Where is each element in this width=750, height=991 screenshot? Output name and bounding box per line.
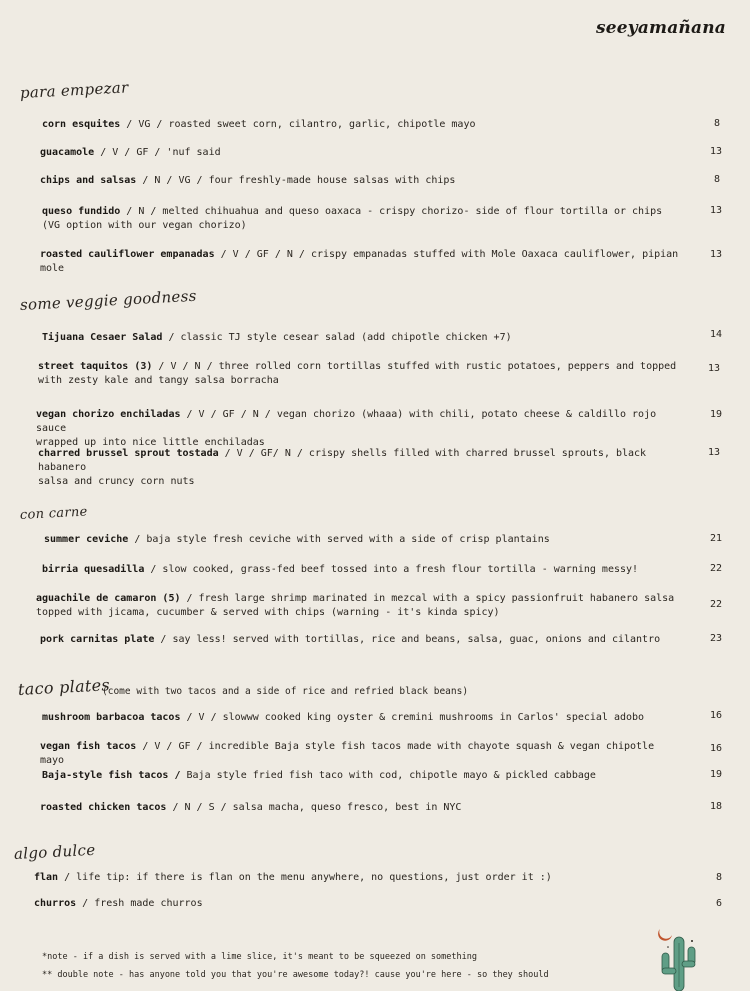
footnote: ** double note - has anyone told you that you're awesome today?! cause you're here - so they should xyxy=(42,970,549,980)
menu-item xyxy=(40,146,680,160)
section-title-para-empezar: para empezar xyxy=(19,78,129,102)
menu-item xyxy=(40,248,700,276)
item-name: vegan chorizo enchiladas xyxy=(36,409,181,420)
menu-item xyxy=(42,769,682,783)
section-title-algo-dulce: algo dulce xyxy=(13,840,96,863)
menu-item xyxy=(40,740,680,768)
item-name: chips and salsas xyxy=(40,175,137,186)
item-desc: / fresh large shrimp marinated in mezcal with a spicy passionfruit habanero salsa topped with jicama, cucumber & served with chips (warning - it's kinda spicy) xyxy=(36,593,675,618)
menu-item xyxy=(42,563,682,577)
item-price: 19 xyxy=(709,409,722,420)
moon-icon xyxy=(658,929,672,941)
footnote: *note - if a dish is served with a lime slice, it's meant to be squeezed on something xyxy=(42,952,477,962)
item-price: 13 xyxy=(709,146,722,157)
item-desc: / classic TJ style cesear salad (add chipotle chicken +7) xyxy=(162,332,512,343)
item-name: charred brussel sprout tostada xyxy=(38,448,219,459)
menu-item xyxy=(38,360,678,388)
menu-item xyxy=(34,871,674,885)
item-price: 16 xyxy=(709,743,722,754)
item-desc: / fresh made churros xyxy=(76,898,203,909)
item-desc: / V / GF / 'nuf said xyxy=(94,147,221,158)
item-desc: / baja style fresh ceviche with served with a side of crisp plantains xyxy=(128,534,550,545)
item-price: 22 xyxy=(709,563,722,574)
item-name: aguachile de camaron (5) xyxy=(36,593,181,604)
item-desc: / N / S / salsa macha, queso fresco, best in NYC xyxy=(166,802,462,813)
item-price: 13 xyxy=(707,363,720,374)
item-price: 18 xyxy=(709,801,722,812)
item-desc: / V / slowww cooked king oyster & cremini mushrooms in Carlos' special adobo xyxy=(180,712,645,723)
item-price: 22 xyxy=(709,599,722,610)
item-price: 23 xyxy=(709,633,722,644)
item-price: 13 xyxy=(709,249,722,260)
menu-item xyxy=(42,331,682,345)
menu-item xyxy=(44,533,684,547)
item-price: 21 xyxy=(709,533,722,544)
item-price: 8 xyxy=(713,118,720,129)
menu-item xyxy=(34,897,674,911)
item-desc: / VG / roasted sweet corn, cilantro, garlic, chipotle mayo xyxy=(120,119,476,130)
item-desc: / V / GF / incredible Baja style fish tacos made with chayote squash & vegan chipotle mayo xyxy=(40,741,655,766)
item-price: 8 xyxy=(715,872,722,883)
item-name: Tijuana Cesaer Salad xyxy=(42,332,163,343)
menu-item xyxy=(42,205,682,233)
menu-item xyxy=(40,633,680,647)
item-name: queso fundido xyxy=(42,206,121,217)
section-title-some-veggie-goodness: some veggie goodness xyxy=(19,286,198,314)
item-desc: / life tip: if there is flan on the menu anywhere, no questions, just order it :) xyxy=(58,872,552,883)
menu-item xyxy=(36,592,676,620)
item-price: 6 xyxy=(715,898,722,909)
brand-logo: seeyamañana xyxy=(595,18,726,38)
item-name: street taquitos (3) xyxy=(38,361,153,372)
item-name: Baja-style fish tacos / xyxy=(42,770,181,781)
item-price: 13 xyxy=(707,447,720,458)
item-name: churros xyxy=(34,898,77,909)
item-desc: / V / N / three rolled corn tortillas stuffed with rustic potatoes, peppers and topped with zesty kale and tangy salsa borracha xyxy=(38,361,677,386)
menu-item xyxy=(42,711,682,725)
item-desc: / N / melted chihuahua and queso oaxaca - crispy chorizo- side of flour tortilla or chips (VG option with our vegan chorizo) xyxy=(42,206,663,231)
menu-item xyxy=(36,408,676,450)
menu-item xyxy=(42,118,682,132)
item-price: 8 xyxy=(713,174,720,185)
item-name: roasted chicken tacos xyxy=(40,802,167,813)
item-desc: / say less! served with tortillas, rice and beans, salsa, guac, onions and cilantro xyxy=(154,634,661,645)
menu-item xyxy=(40,174,680,188)
section-title-con-carne: con carne xyxy=(19,504,88,523)
item-name: birria quesadilla xyxy=(42,564,145,575)
item-name: corn esquites xyxy=(42,119,121,130)
item-desc: Baja style fried fish taco with cod, chipotle mayo & pickled cabbage xyxy=(180,770,596,781)
item-desc: / slow cooked, grass-fed beef tossed into a fresh flour tortilla - warning messy! xyxy=(144,564,639,575)
item-price: 16 xyxy=(709,710,722,721)
item-price: 19 xyxy=(709,769,722,780)
section-note: (come with two tacos and a side of rice and refried black beans) xyxy=(102,686,469,697)
item-name: pork carnitas plate xyxy=(40,634,155,645)
item-desc: / V / GF / N / vegan chorizo (whaaa) with chili, potato cheese & caldillo rojo sauce wrapped up into nice little enchiladas xyxy=(36,409,657,448)
item-name: mushroom barbacoa tacos xyxy=(42,712,181,723)
item-price: 14 xyxy=(709,329,722,340)
item-desc: / V / GF / N / crispy empanadas stuffed with Mole Oaxaca cauliflower, pipian mole xyxy=(40,249,679,274)
menu-item xyxy=(40,801,680,815)
cactus-icon xyxy=(650,921,710,991)
item-name: roasted cauliflower empanadas xyxy=(40,249,215,260)
item-name: guacamole xyxy=(40,147,95,158)
item-price: 13 xyxy=(709,205,722,216)
section-title-taco-plates: taco plates xyxy=(17,675,111,699)
item-name: summer ceviche xyxy=(44,534,129,545)
menu-item xyxy=(38,447,678,489)
item-name: vegan fish tacos xyxy=(40,741,137,752)
item-name: flan xyxy=(34,872,59,883)
item-desc: / V / GF/ N / crispy shells filled with charred brussel sprouts, black habanero salsa and cruncy corn nuts xyxy=(38,448,647,487)
item-desc: / N / VG / four freshly-made house salsas with chips xyxy=(136,175,456,186)
